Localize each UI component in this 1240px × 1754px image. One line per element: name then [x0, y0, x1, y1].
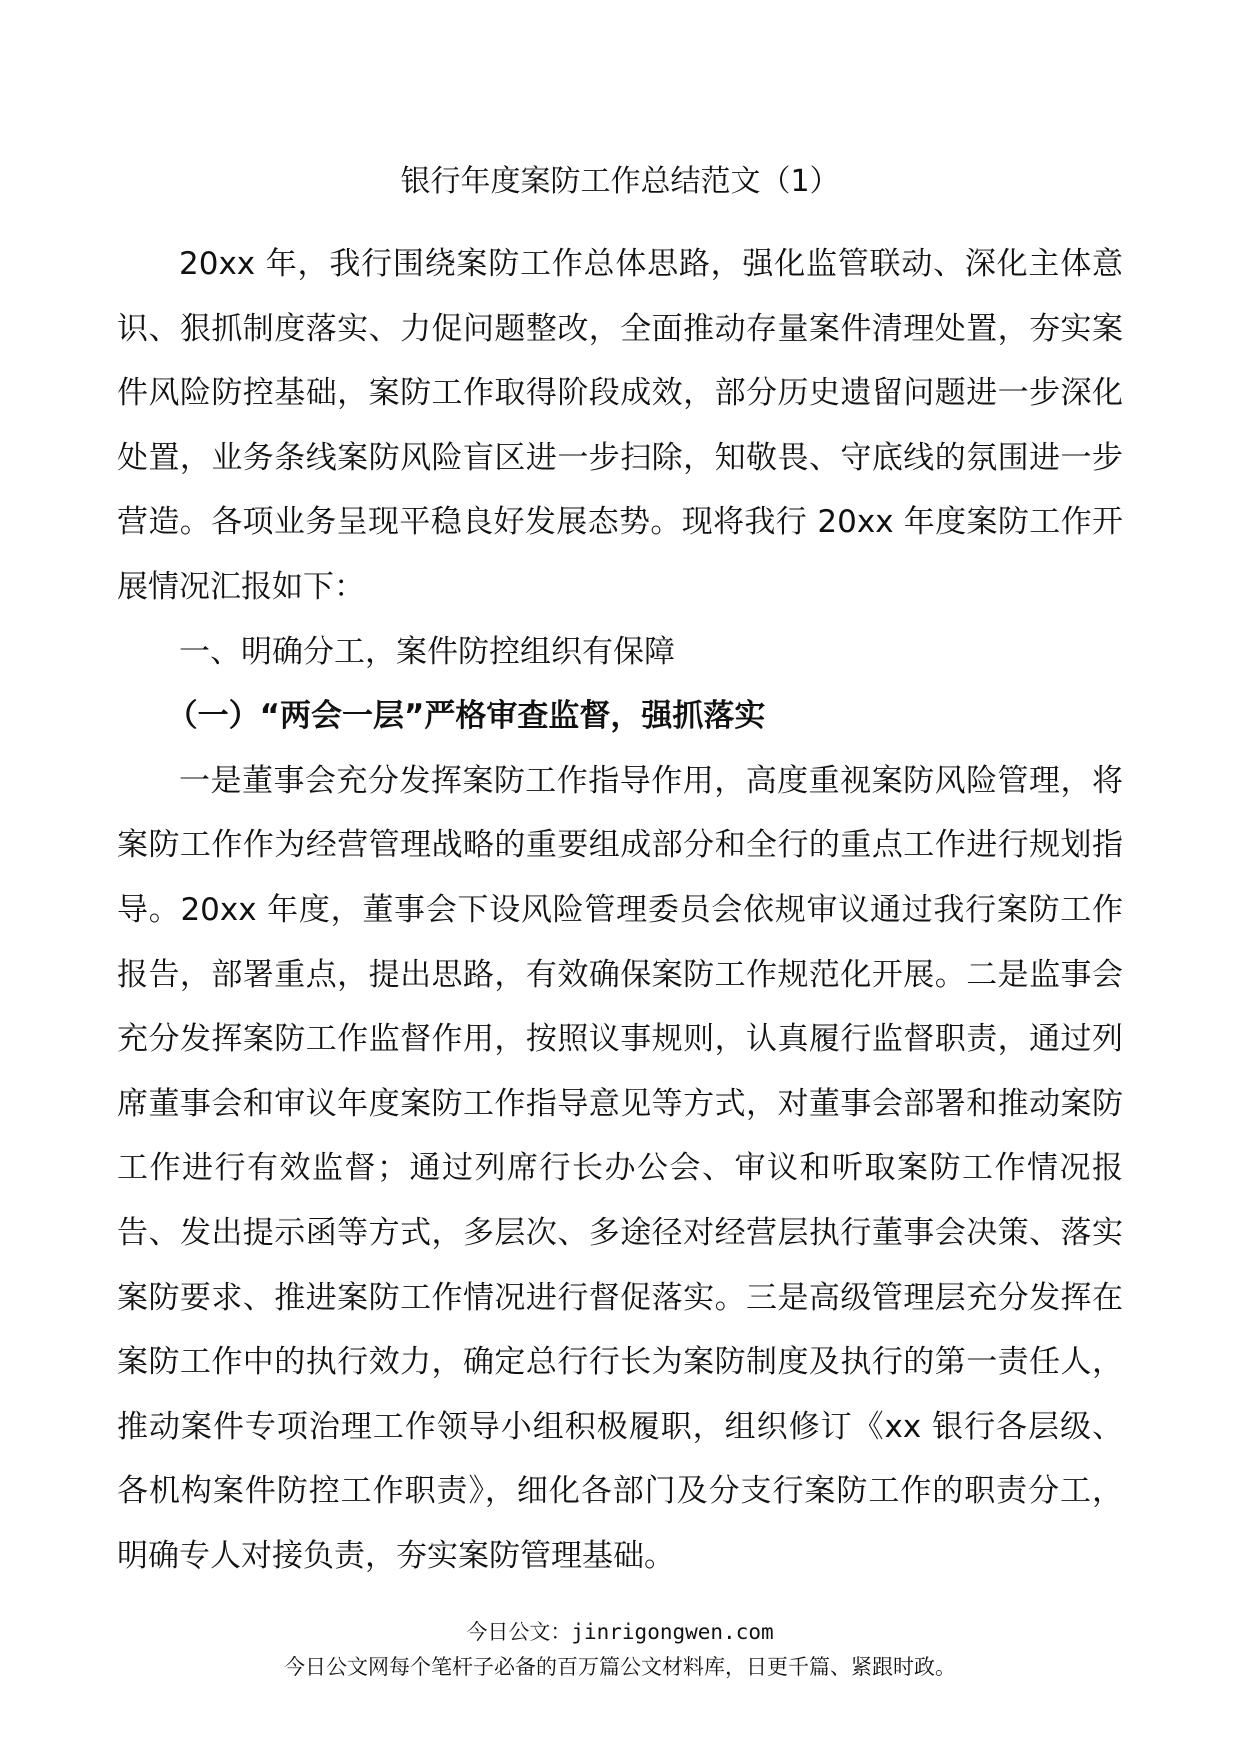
body-paragraph: 一是董事会充分发挥案防工作指导作用，高度重视案防风险管理，将案防工作作为经营管理战略的重要组成部分和全行的重点工作进行规划指导。20xx 年度，董事会下设风险管理委员会依规审议通过我行案防工作报告，部署重点，提出思路，有效确保案防工作规范化开展。二是监事会充分发挥案防工作监督作用，按照议事规则，认真履行监督职责，通过列席董事会和审议年度案防工作指导意见等方式，对董事会部署和推动案防工作进行有效监督；通过列席行长办公会、审议和听取案防工作情况报告、发出提示函等方式，多层次、多途径对经营层执行董事会决策、落实案防要求、推进案防工作情况进行督促落实。三是高级管理层充分发挥在案防工作中的执行效力，确定总行行长为案防制度及执行的第一责任人，推动案件专项治理工作领导小组积极履职，组织修订《xx 银行各层级、各机构案件防控工作职责》，细化各部门及分支行案防工作的职责分工，明确专人对接负责，夯实案防管理基础。 [117, 762, 1123, 1574]
footer-site-url: jinrigongwen.com [571, 1620, 774, 1644]
document-title: 银行年度案防工作总结范文（1） [400, 164, 840, 199]
footer-site-label: 今日公文： [466, 1620, 572, 1644]
footer-slogan: 今日公文网每个笔杆子必备的百万篇公文材料库，日更千篇、紧跟时政。 [284, 1655, 956, 1679]
subsection-heading: （一）“两会一层”严格审查监督，强抓落实 [166, 698, 766, 735]
intro-paragraph: 20xx 年，我行围绕案防工作总体思路，强化监管联动、深化主体意识、狠抓制度落实、力促问题整改，全面推动存量案件清理处置，夯实案件风险防控基础，案防工作取得阶段成效，部分历史遗留问题进一步深化处置，业务条线案防风险盲区进一步扫除，知敬畏、守底线的氛围进一步营造。各项业务呈现平稳良好发展态势。现将我行 20xx 年度案防工作开展情况汇报如下： [117, 246, 1123, 605]
section-heading: 一、明确分工，案件防控组织有保障 [179, 633, 675, 670]
footer-site-line [0, 1617, 1240, 1647]
document-body [117, 232, 1123, 1588]
